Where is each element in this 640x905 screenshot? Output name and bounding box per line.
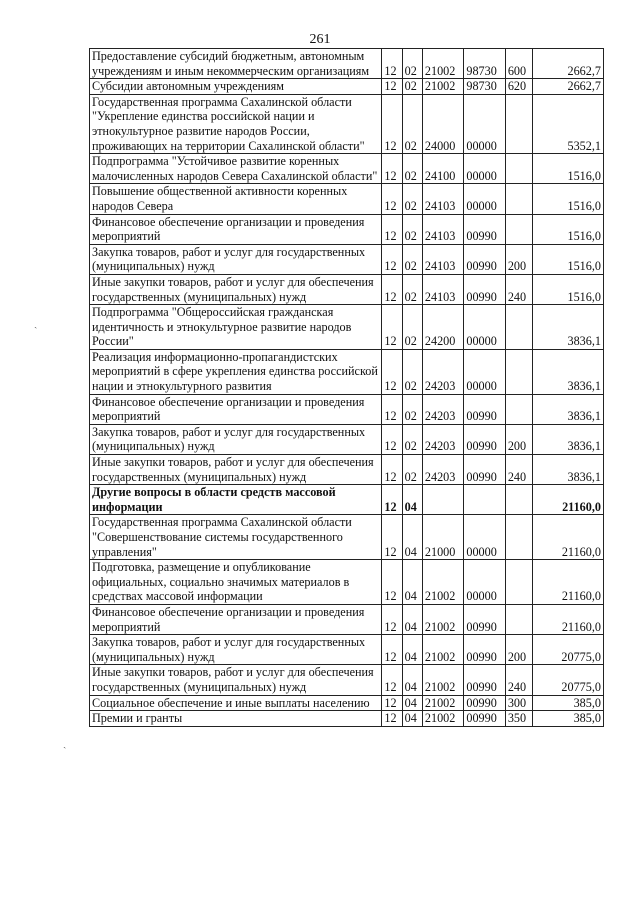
table-row	[90, 79, 604, 95]
amount-cell: 2662,7	[533, 79, 604, 95]
amount-cell: 1516,0	[533, 274, 604, 304]
subsection-code-cell: 02	[402, 244, 422, 274]
amount-cell: 1516,0	[533, 244, 604, 274]
row-name-cell: Закупка товаров, работ и услуг для государственных (муниципальных) нужд	[90, 635, 382, 665]
amount-cell: 3836,1	[533, 455, 604, 485]
target-article-subcode-cell	[464, 485, 505, 515]
amount-cell: 20775,0	[533, 635, 604, 665]
expense-type-code-cell: 300	[505, 695, 532, 711]
amount-cell: 3836,1	[533, 349, 604, 394]
expense-type-code-cell: 240	[505, 274, 532, 304]
expense-type-code-cell: 600	[505, 49, 532, 79]
subsection-code-cell: 02	[402, 214, 422, 244]
target-article-subcode-cell: 00000	[464, 349, 505, 394]
target-article-subcode-cell: 00000	[464, 305, 505, 350]
row-name-cell: Иные закупки товаров, работ и услуг для обеспечения государственных (муниципальных) нужд	[90, 274, 382, 304]
expense-type-code-cell	[505, 305, 532, 350]
expense-type-code-cell	[505, 94, 532, 153]
row-name-cell: Закупка товаров, работ и услуг для государственных (муниципальных) нужд	[90, 424, 382, 454]
table-row	[90, 665, 604, 695]
table-row	[90, 485, 604, 515]
subsection-code-cell: 02	[402, 94, 422, 153]
subsection-code-cell: 02	[402, 305, 422, 350]
amount-cell: 21160,0	[533, 560, 604, 605]
row-name-cell: Подпрограмма "Общероссийская гражданская идентичность и этнокультурное развитие народов России"	[90, 305, 382, 350]
target-article-code-cell: 21002	[422, 635, 463, 665]
table-row	[90, 455, 604, 485]
section-code-cell: 12	[382, 184, 402, 214]
target-article-subcode-cell: 00000	[464, 560, 505, 605]
row-name-cell: Иные закупки товаров, работ и услуг для обеспечения государственных (муниципальных) нужд	[90, 455, 382, 485]
expense-type-code-cell	[505, 154, 532, 184]
section-code-cell: 12	[382, 274, 402, 304]
subsection-code-cell: 04	[402, 695, 422, 711]
table-row	[90, 424, 604, 454]
section-code-cell: 12	[382, 485, 402, 515]
target-article-code-cell: 24203	[422, 424, 463, 454]
subsection-code-cell: 04	[402, 560, 422, 605]
row-name-cell: Финансовое обеспечение организации и проведения мероприятий	[90, 604, 382, 634]
row-name-cell: Премии и гранты	[90, 711, 382, 727]
subsection-code-cell: 02	[402, 184, 422, 214]
amount-cell: 21160,0	[533, 604, 604, 634]
scan-speck: ˏ	[63, 738, 67, 749]
expense-type-code-cell: 240	[505, 665, 532, 695]
row-name-cell: Предоставление субсидий бюджетным, автономным учреждениям и иным некоммерческим организациям	[90, 49, 382, 79]
table-row	[90, 711, 604, 727]
section-code-cell: 12	[382, 79, 402, 95]
expense-type-code-cell: 200	[505, 244, 532, 274]
table-row	[90, 394, 604, 424]
section-code-cell: 12	[382, 214, 402, 244]
subsection-code-cell: 04	[402, 485, 422, 515]
expense-type-code-cell	[505, 485, 532, 515]
amount-cell: 21160,0	[533, 485, 604, 515]
expense-type-code-cell	[505, 349, 532, 394]
expense-type-code-cell	[505, 184, 532, 214]
target-article-subcode-cell: 00990	[464, 214, 505, 244]
target-article-subcode-cell: 00990	[464, 274, 505, 304]
target-article-subcode-cell: 00000	[464, 515, 505, 560]
table-row	[90, 349, 604, 394]
amount-cell: 2662,7	[533, 49, 604, 79]
expense-type-code-cell: 620	[505, 79, 532, 95]
target-article-code-cell: 24103	[422, 214, 463, 244]
target-article-subcode-cell: 00000	[464, 94, 505, 153]
table-row	[90, 214, 604, 244]
target-article-subcode-cell: 00990	[464, 424, 505, 454]
subsection-code-cell: 02	[402, 455, 422, 485]
target-article-code-cell: 24203	[422, 394, 463, 424]
amount-cell: 3836,1	[533, 424, 604, 454]
target-article-code-cell: 24200	[422, 305, 463, 350]
subsection-code-cell: 04	[402, 635, 422, 665]
table-row	[90, 94, 604, 153]
target-article-code-cell: 21002	[422, 604, 463, 634]
target-article-code-cell: 21002	[422, 560, 463, 605]
target-article-subcode-cell: 98730	[464, 49, 505, 79]
expense-type-code-cell	[505, 515, 532, 560]
amount-cell: 21160,0	[533, 515, 604, 560]
section-code-cell: 12	[382, 711, 402, 727]
section-code-cell: 12	[382, 49, 402, 79]
section-code-cell: 12	[382, 94, 402, 153]
row-name-cell: Закупка товаров, работ и услуг для государственных (муниципальных) нужд	[90, 244, 382, 274]
subsection-code-cell: 02	[402, 349, 422, 394]
target-article-subcode-cell: 00990	[464, 394, 505, 424]
amount-cell: 385,0	[533, 695, 604, 711]
target-article-code-cell: 24103	[422, 274, 463, 304]
table-row	[90, 635, 604, 665]
target-article-subcode-cell: 98730	[464, 79, 505, 95]
amount-cell: 1516,0	[533, 154, 604, 184]
subsection-code-cell: 04	[402, 515, 422, 560]
amount-cell: 3836,1	[533, 305, 604, 350]
target-article-code-cell: 21000	[422, 515, 463, 560]
target-article-subcode-cell: 00990	[464, 244, 505, 274]
budget-table-body	[90, 49, 604, 727]
row-name-cell: Иные закупки товаров, работ и услуг для обеспечения государственных (муниципальных) нужд	[90, 665, 382, 695]
section-code-cell: 12	[382, 635, 402, 665]
section-code-cell: 12	[382, 424, 402, 454]
target-article-code-cell: 21002	[422, 49, 463, 79]
target-article-code-cell: 24203	[422, 455, 463, 485]
subsection-code-cell: 02	[402, 424, 422, 454]
row-name-cell: Социальное обеспечение и иные выплаты населению	[90, 695, 382, 711]
amount-cell: 20775,0	[533, 665, 604, 695]
section-code-cell: 12	[382, 305, 402, 350]
amount-cell: 3836,1	[533, 394, 604, 424]
budget-table	[89, 48, 604, 727]
subsection-code-cell: 02	[402, 79, 422, 95]
section-code-cell: 12	[382, 560, 402, 605]
table-row	[90, 184, 604, 214]
section-code-cell: 12	[382, 394, 402, 424]
section-code-cell: 12	[382, 244, 402, 274]
subsection-code-cell: 02	[402, 274, 422, 304]
section-code-cell: 12	[382, 455, 402, 485]
target-article-code-cell: 24203	[422, 349, 463, 394]
target-article-subcode-cell: 00990	[464, 455, 505, 485]
row-name-cell: Государственная программа Сахалинской области "Совершенствование системы государственного управления"	[90, 515, 382, 560]
target-article-code-cell: 21002	[422, 79, 463, 95]
row-name-cell: Финансовое обеспечение организации и проведения мероприятий	[90, 394, 382, 424]
row-name-cell: Подпрограмма "Устойчивое развитие коренных малочисленных народов Севера Сахалинской области"	[90, 154, 382, 184]
section-code-cell: 12	[382, 695, 402, 711]
target-article-subcode-cell: 00000	[464, 154, 505, 184]
amount-cell: 5352,1	[533, 94, 604, 153]
target-article-subcode-cell: 00990	[464, 695, 505, 711]
target-article-subcode-cell: 00990	[464, 665, 505, 695]
row-name-cell: Реализация информационно-пропагандистских мероприятий в сфере укрепления единства российской нации и этнокультурного развития	[90, 349, 382, 394]
table-row	[90, 244, 604, 274]
scan-speck: ˏ	[34, 318, 38, 329]
table-row	[90, 154, 604, 184]
table-row	[90, 305, 604, 350]
target-article-code-cell: 21002	[422, 711, 463, 727]
section-code-cell: 12	[382, 665, 402, 695]
section-code-cell: 12	[382, 154, 402, 184]
expense-type-code-cell	[505, 394, 532, 424]
target-article-subcode-cell: 00990	[464, 604, 505, 634]
expense-type-code-cell	[505, 214, 532, 244]
row-name-cell: Другие вопросы в области средств массовой информации	[90, 485, 382, 515]
section-code-cell: 12	[382, 604, 402, 634]
table-row	[90, 604, 604, 634]
table-row	[90, 695, 604, 711]
table-row	[90, 274, 604, 304]
target-article-code-cell: 24100	[422, 154, 463, 184]
target-article-subcode-cell: 00990	[464, 635, 505, 665]
row-name-cell: Финансовое обеспечение организации и проведения мероприятий	[90, 214, 382, 244]
table-row	[90, 560, 604, 605]
subsection-code-cell: 02	[402, 49, 422, 79]
row-name-cell: Повышение общественной активности коренных народов Севера	[90, 184, 382, 214]
subsection-code-cell: 02	[402, 394, 422, 424]
target-article-code-cell: 24000	[422, 94, 463, 153]
amount-cell: 1516,0	[533, 214, 604, 244]
target-article-subcode-cell: 00000	[464, 184, 505, 214]
expense-type-code-cell: 350	[505, 711, 532, 727]
table-row	[90, 49, 604, 79]
row-name-cell: Подготовка, размещение и опубликование официальных, социально значимых материалов в средствах массовой информации	[90, 560, 382, 605]
target-article-code-cell	[422, 485, 463, 515]
expense-type-code-cell: 200	[505, 424, 532, 454]
section-code-cell: 12	[382, 515, 402, 560]
expense-type-code-cell	[505, 560, 532, 605]
subsection-code-cell: 02	[402, 154, 422, 184]
subsection-code-cell: 04	[402, 604, 422, 634]
target-article-code-cell: 24103	[422, 244, 463, 274]
page-number: 261	[309, 32, 331, 47]
subsection-code-cell: 04	[402, 665, 422, 695]
target-article-subcode-cell: 00990	[464, 711, 505, 727]
target-article-code-cell: 21002	[422, 695, 463, 711]
amount-cell: 1516,0	[533, 184, 604, 214]
table-row	[90, 515, 604, 560]
row-name-cell: Государственная программа Сахалинской области "Укрепление единства российской нации и этнокультурное развитие народов России, проживающих на территории Сахалинской области"	[90, 94, 382, 153]
expense-type-code-cell	[505, 604, 532, 634]
target-article-code-cell: 24103	[422, 184, 463, 214]
expense-type-code-cell: 200	[505, 635, 532, 665]
target-article-code-cell: 21002	[422, 665, 463, 695]
subsection-code-cell: 04	[402, 711, 422, 727]
amount-cell: 385,0	[533, 711, 604, 727]
section-code-cell: 12	[382, 349, 402, 394]
row-name-cell: Субсидии автономным учреждениям	[90, 79, 382, 95]
expense-type-code-cell: 240	[505, 455, 532, 485]
